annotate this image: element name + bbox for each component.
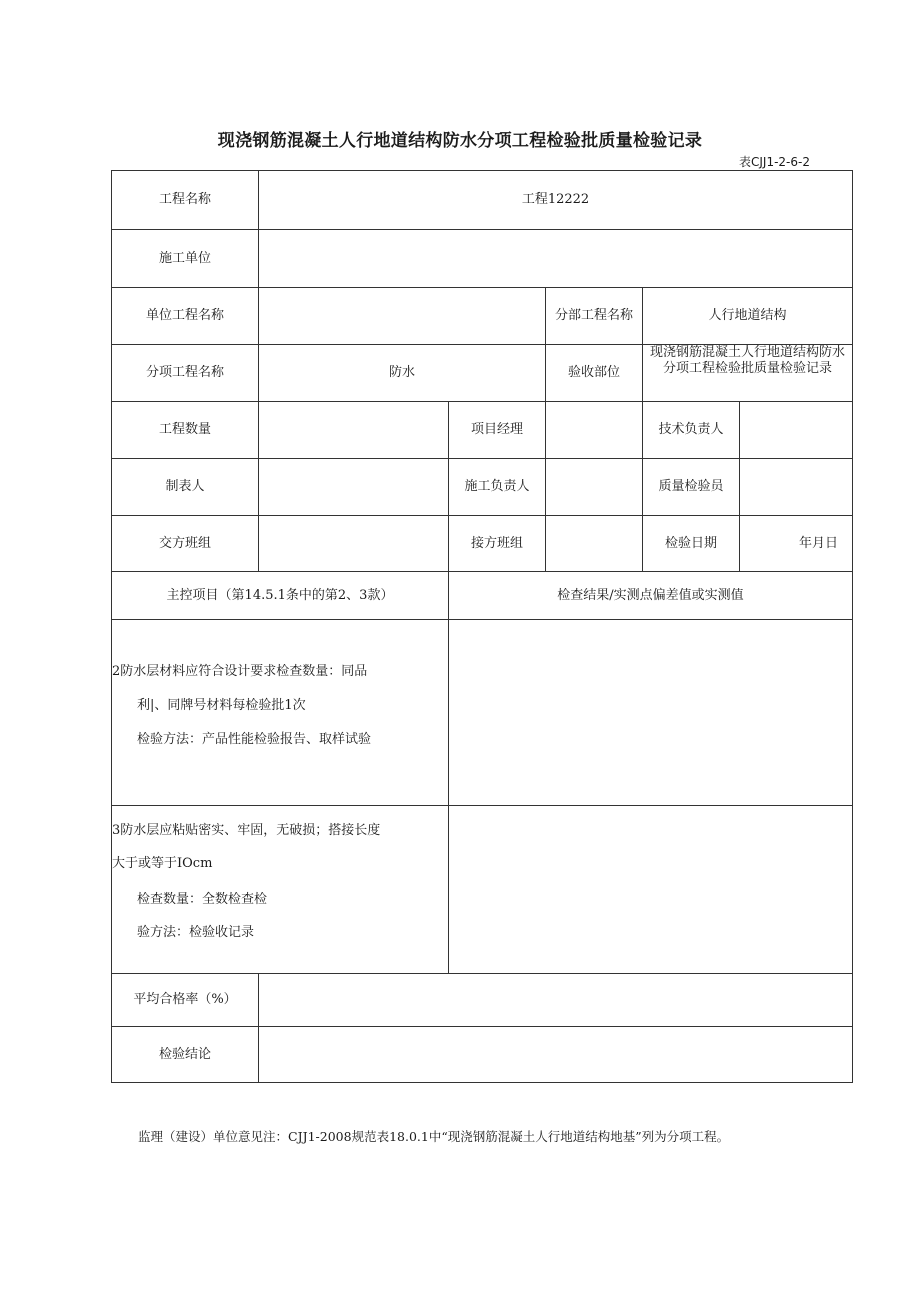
label-subitem-project-name: 分项工程名称 [145,365,224,380]
label-receiving-team: 接方班组 [470,535,523,551]
table-code: 表CJJ1-2-6-2 [739,155,810,169]
item-2-result [449,620,852,805]
value-unit-project-name [259,288,545,344]
item-3-line-4: 验方法：检验收记录 [137,925,255,940]
label-average-pass-rate: 平均合格率（%） [133,992,237,1007]
footer-note: 监理（建设）单位意见注：CJJ1-2008规范表18.0.1中“现浇钢筋混凝土人行地道结构地基”列为分项工程。 [138,1129,730,1144]
value-division-project-name: 人行地道结构 [708,308,787,323]
label-quantity: 工程数量 [158,422,211,437]
label-acceptance-part: 验收部位 [567,365,620,380]
item-3-line-3: 检查数量：全数检查检 [137,892,268,907]
label-conclusion: 检验结论 [158,1046,211,1062]
label-construction-unit: 施工单位 [158,250,211,266]
value-construction-leader [546,459,642,515]
value-average-pass-rate [259,974,852,1026]
label-project-name: 工程名称 [158,192,211,207]
label-project-manager: 项目经理 [470,422,523,437]
label-main-items: 主控项目（第14.5.1条中的第2、3款） [166,587,394,603]
label-division-project-name: 分部工程名称 [554,308,633,323]
value-handover-team [259,516,448,571]
label-preparer: 制表人 [165,479,205,494]
label-results-header: 检查结果/实测点偏差值或实测值 [557,587,744,603]
value-acceptance-part: 现浇钢筋混凝土人行地道结构防水分项工程检验批质量检验记录 [649,345,845,376]
label-inspection-date: 检验日期 [664,535,717,551]
value-subitem-project-name: 防水 [388,365,415,380]
value-construction-unit [259,230,852,287]
value-project-name: 工程12222 [521,192,590,207]
label-unit-project-name: 单位工程名称 [145,308,224,323]
item-2-line-2: 利|、同牌号材料每检验批1次 [137,698,306,713]
value-quality-inspector [740,459,852,515]
label-handover-team: 交方班组 [158,535,211,551]
item-3-result [449,806,852,973]
label-quality-inspector: 质量检验员 [658,479,724,494]
item-2-line-1: 2防水层材料应符合设计要求检查数量：同品 [112,664,368,679]
value-conclusion [259,1027,852,1082]
item-3-line-2: 大于或等于IOcm [112,856,213,871]
value-preparer [259,459,448,515]
value-technical-leader [740,402,852,458]
label-technical-leader: 技术负责人 [658,422,724,437]
value-quantity [259,402,448,458]
document-title: 现浇钢筋混凝土人行地道结构防水分项工程检验批质量检验记录 [217,131,703,151]
inspection-form [111,170,853,1083]
item-3-line-1: 3防水层应粘贴密实、牢固，无破损；搭接长度 [112,823,381,838]
value-receiving-team [546,516,642,571]
item-2-line-3: 检验方法：产品性能检验报告、取样试验 [137,732,372,747]
label-construction-leader: 施工负责人 [464,479,530,494]
value-inspection-date: 年月日 [798,535,838,551]
value-project-manager [546,402,642,458]
